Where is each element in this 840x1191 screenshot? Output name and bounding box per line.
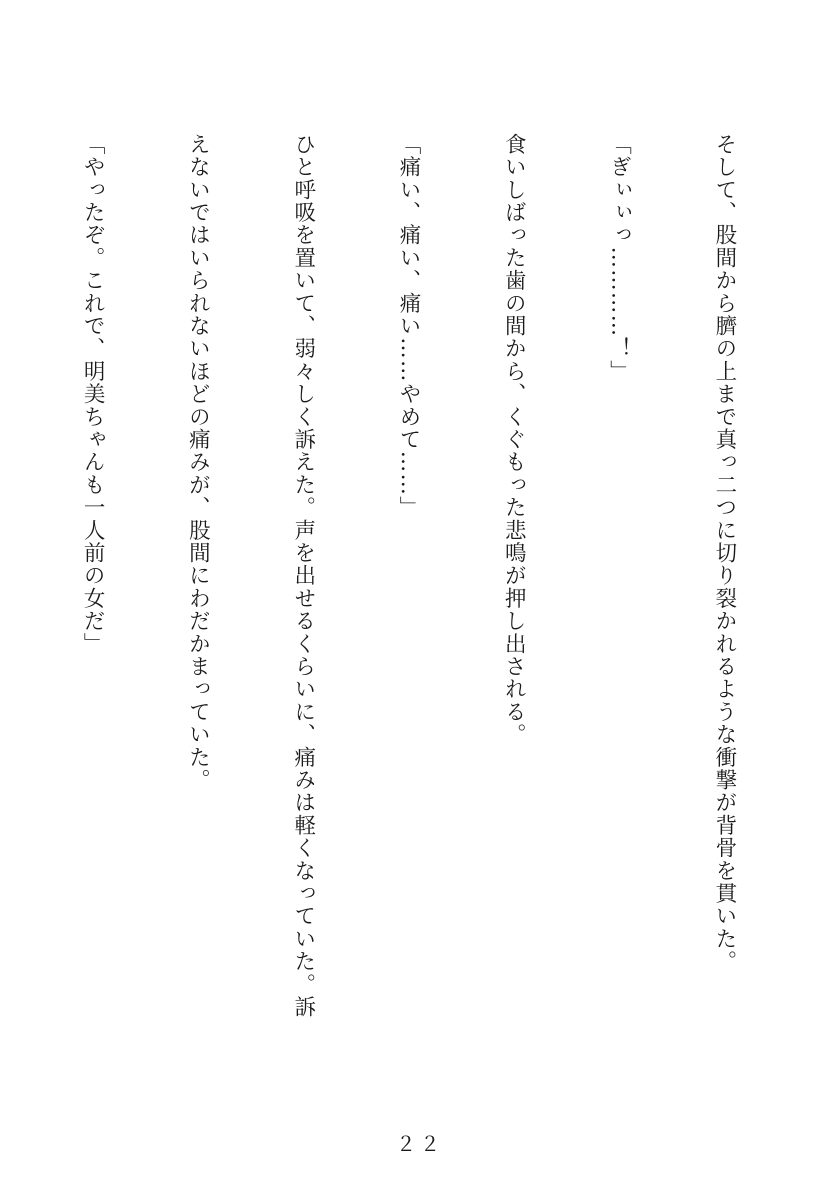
text-line: ひと呼吸を置いて、弱々しく訴えた。声を出せるくらいに、痛みは軽くなっていた。訴 [290, 133, 316, 1019]
text-line: 「痛い、痛い、痛い……やめて……」 [395, 133, 421, 519]
text-line: 「ぎぃぃっ…………！」 [606, 133, 632, 383]
text-line: そして、股間から臍の上まで真っ二つに切り裂かれるような衝撃が背骨を貫いた。 [711, 133, 737, 973]
page-number: ２２ [396, 1132, 444, 1156]
text-line: えないではいられないほどの痛みが、股間にわだかまっていた。 [185, 133, 211, 792]
vertical-text-block [22, 133, 812, 1053]
text-line: 「やったぞ。これで、明美ちゃんも一人前の女だ」 [80, 133, 106, 656]
text-line: 食いしばった歯の間から、くぐもった悲鳴が押し出される。 [501, 133, 527, 746]
